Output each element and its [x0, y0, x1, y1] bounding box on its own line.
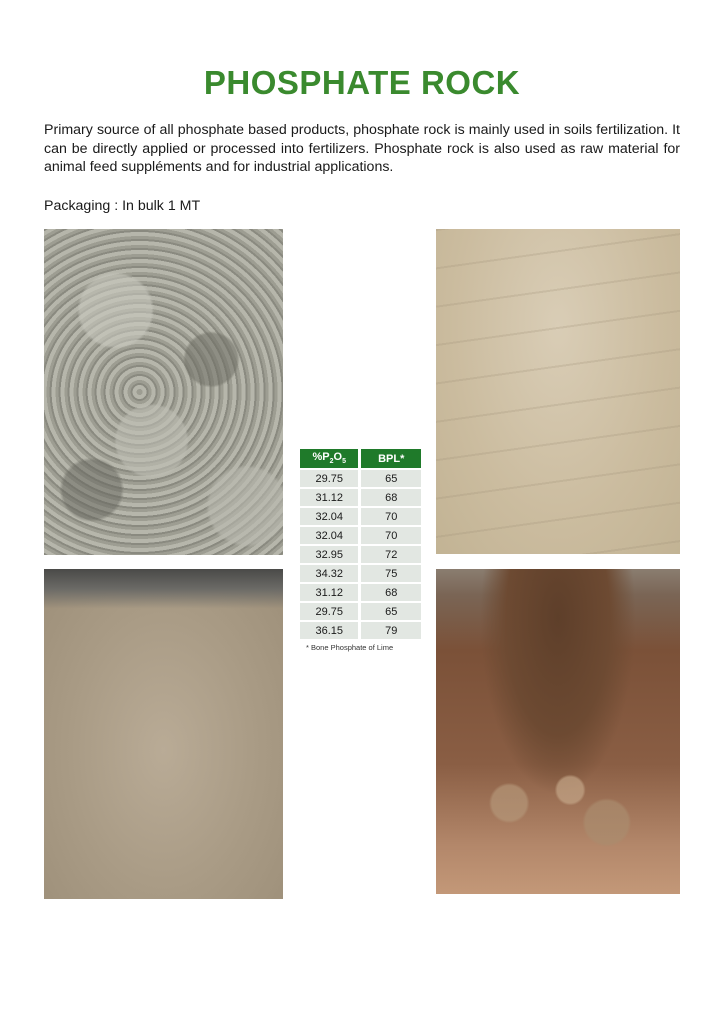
- table-header-row: [300, 449, 421, 468]
- table-row: [300, 470, 421, 487]
- cell-bpl: 70: [358, 508, 421, 525]
- product-description: Primary source of all phosphate based products, phosphate rock is mainly used in soils fertilization. It can be directly applied or processed into fertilizers. Phosphate rock is also used as raw material for animal feed suppléments and for industrial applications.: [44, 122, 680, 175]
- cell-p2o5: 31.12: [300, 584, 358, 601]
- table-row: [300, 527, 421, 544]
- header-bpl: BPL*: [358, 449, 421, 468]
- photo-tan-phosphate-pile: [44, 569, 283, 899]
- cell-bpl: 72: [358, 546, 421, 563]
- cell-bpl: 65: [358, 470, 421, 487]
- cell-bpl: 79: [358, 622, 421, 639]
- table-row: [300, 508, 421, 525]
- table-footnote: * Bone Phosphate of Lime: [306, 643, 394, 652]
- cell-bpl: 68: [358, 489, 421, 506]
- table-row: [300, 584, 421, 601]
- cell-p2o5: 32.04: [300, 508, 358, 525]
- cell-p2o5: 32.95: [300, 546, 358, 563]
- table-row: [300, 603, 421, 620]
- header-p2o5: $\%P_2O_5$: [300, 449, 358, 468]
- cell-bpl: 70: [358, 527, 421, 544]
- cell-p2o5: 34.32: [300, 565, 358, 582]
- photo-brown-phosphate-heap: [436, 569, 680, 894]
- cell-p2o5: 32.04: [300, 527, 358, 544]
- table-row: [300, 489, 421, 506]
- table-row: [300, 565, 421, 582]
- cell-p2o5: 36.15: [300, 622, 358, 639]
- cell-bpl: 68: [358, 584, 421, 601]
- table-row: [300, 622, 421, 639]
- composition-table: [300, 447, 421, 641]
- composition-table-block: [300, 447, 421, 652]
- page-title: PHOSPHATE ROCK: [203, 64, 521, 102]
- table-row: [300, 546, 421, 563]
- cell-p2o5: 29.75: [300, 603, 358, 620]
- packaging-info: Packaging : In bulk 1 MT: [44, 198, 201, 214]
- cell-bpl: 65: [358, 603, 421, 620]
- photo-grey-phosphate-powder: [44, 229, 283, 555]
- cell-p2o5: 29.75: [300, 470, 358, 487]
- cell-p2o5: 31.12: [300, 489, 358, 506]
- cell-bpl: 75: [358, 565, 421, 582]
- photo-beige-phosphate-powder: [436, 229, 680, 554]
